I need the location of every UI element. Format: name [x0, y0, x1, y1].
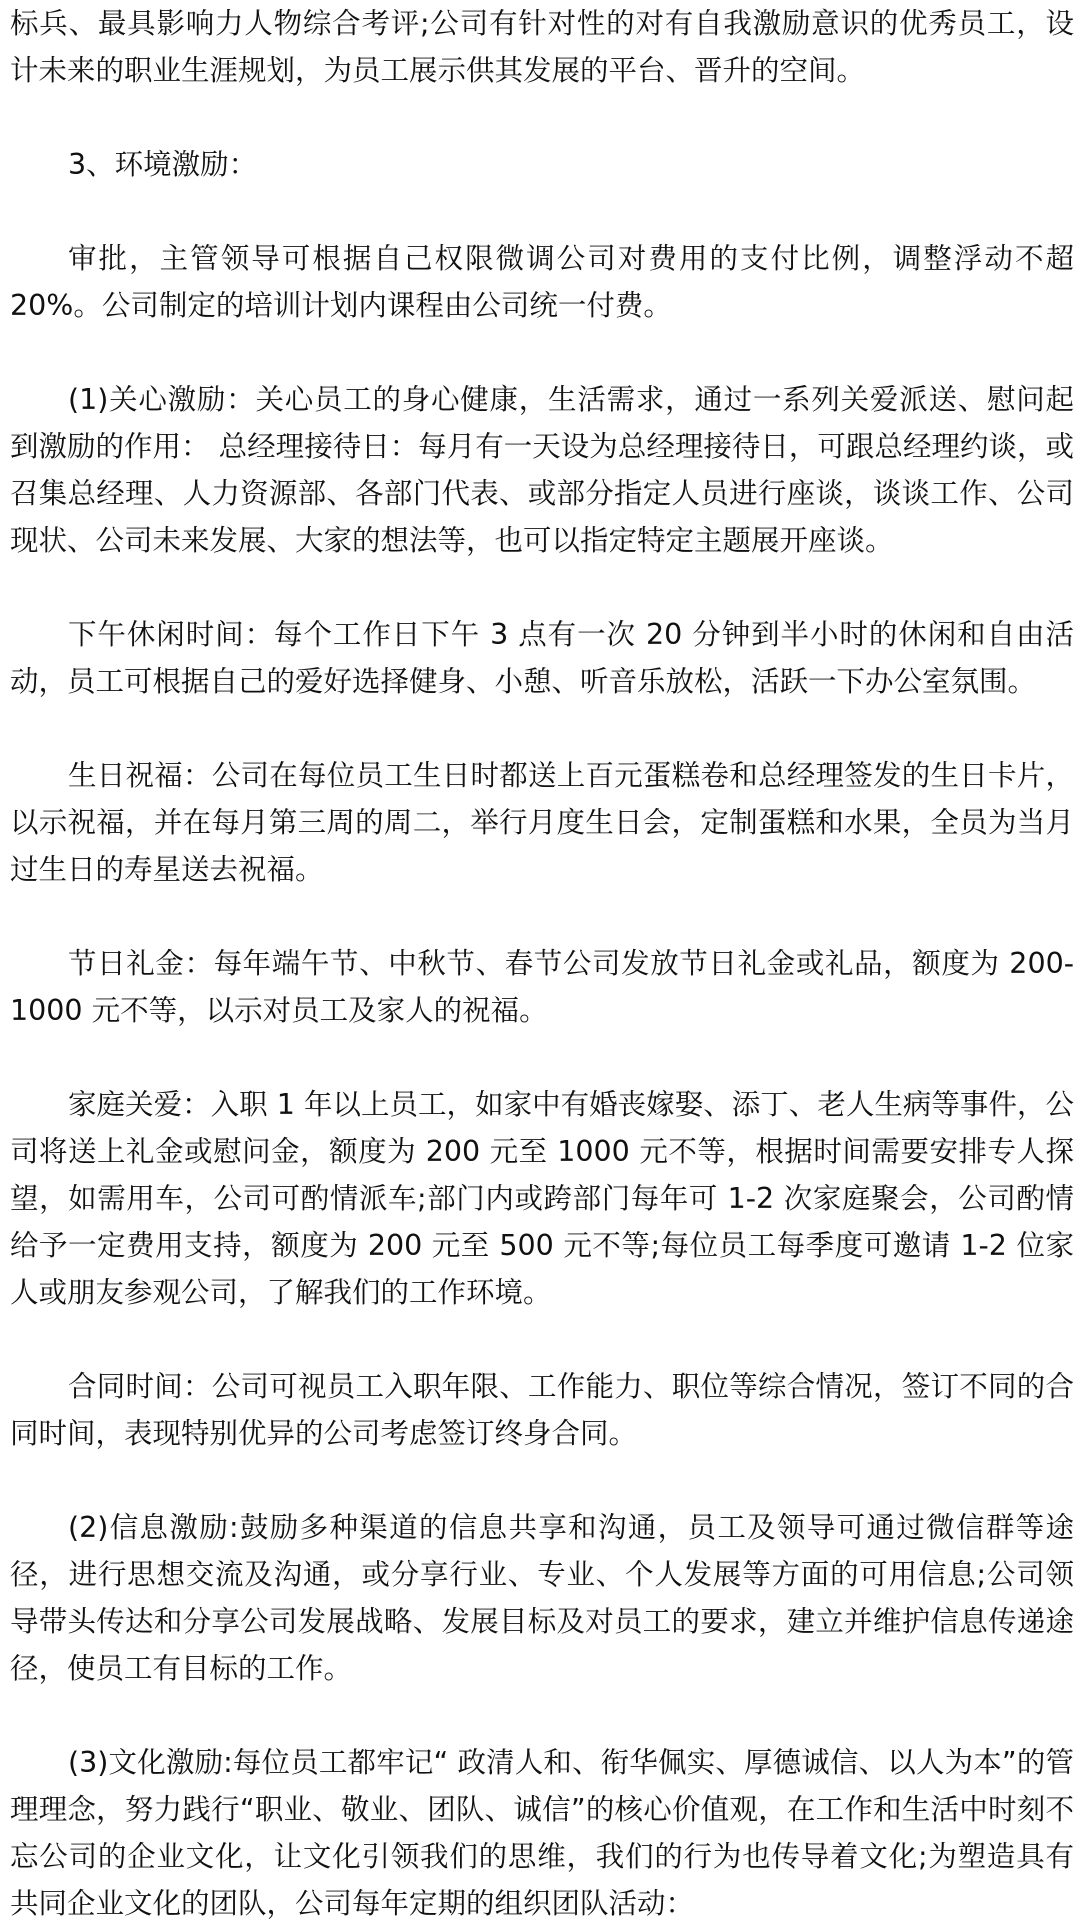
spacer: [10, 329, 1074, 376]
paragraph-afternoon-break: 下午休闲时间：每个工作日下午 3 点有一次 20 分钟到半小时的休闲和自由活动，员工可根据自己的爱好选择健身、小憩、听音乐放松，活跃一下办公室氛围。: [10, 618, 1074, 698]
section-heading-environment-incentive: 3、环境激励：: [68, 148, 258, 181]
paragraph-contract-time: 合同时间：公司可视员工入职年限、工作能力、职位等综合情况，签订不同的合同时间，表现特别优异的公司考虑签订终身合同。: [10, 1370, 1074, 1450]
spacer: [10, 1457, 1074, 1504]
spacer: [10, 893, 1074, 940]
spacer: [10, 94, 1074, 141]
paragraph-care-incentive: (1)关心激励：关心员工的身心健康，生活需求，通过一系列关爱派送、慰问起到激励的作用： 总经理接待日：每月有一天设为总经理接待日，可跟总经理约谈，或召集总经理、人力资源部、各部门代表、或部分指定人员进行座谈，谈谈工作、公司现状、公司未来发展、大家的想法等，也可以指定特定主题展开座谈。: [10, 383, 1074, 557]
spacer: [10, 564, 1074, 611]
spacer: [10, 705, 1074, 752]
paragraph-birthday-blessing: 生日祝福：公司在每位员工生日时都送上百元蛋糕卷和总经理签发的生日卡片，以示祝福，并在每月第三周的周二，举行月度生日会，定制蛋糕和水果，全员为当月过生日的寿星送去祝福。: [10, 759, 1074, 886]
paragraph-holiday-gift: 节日礼金：每年端午节、中秋节、春节公司发放节日礼金或礼品，额度为 200-1000 元不等，以示对员工及家人的祝福。: [10, 947, 1074, 1027]
paragraph-career-planning: 标兵、最具影响力人物综合考评;公司有针对性的对有自我激励意识的优秀员工，设计未来的职业生涯规划，为员工展示供其发展的平台、晋升的空间。: [10, 7, 1074, 87]
spacer: [10, 1316, 1074, 1363]
spacer: [10, 188, 1074, 235]
paragraph-culture-incentive: (3)文化激励:每位员工都牢记“ 政清人和、衔华佩实、厚德诚信、以人为本”的管理理念，努力践行“职业、敬业、团队、诚信”的核心价值观，在工作和生活中时刻不忘公司的企业文化，让文化引领我们的思维，我们的行为也传导着文化;为塑造具有共同企业文化的团队，公司每年定期的组织团队活动：: [10, 1746, 1074, 1920]
paragraph-approval: 审批，主管领导可根据自己权限微调公司对费用的支付比例，调整浮动不超20%。公司制定的培训计划内课程由公司统一付费。: [10, 242, 1074, 322]
paragraph-information-incentive: (2)信息激励:鼓励多种渠道的信息共享和沟通，员工及领导可通过微信群等途径，进行思想交流及沟通，或分享行业、专业、个人发展等方面的可用信息;公司领导带头传达和分享公司发展战略、发展目标及对员工的要求，建立并维护信息传递途径，使员工有目标的工作。: [10, 1511, 1074, 1685]
spacer: [10, 1692, 1074, 1739]
paragraph-family-care: 家庭关爱：入职 1 年以上员工，如家中有婚丧嫁娶、添丁、老人生病等事件，公司将送上礼金或慰问金，额度为 200 元至 1000 元不等，根据时间需要安排专人探望，如需用车，公司可酌情派车;部门内或跨部门每年可 1-2 次家庭聚会，公司酌情给予一定费用支持，额度为 200 元至 500 元不等;每位员工每季度可邀请 1-2 位家人或朋友参观公司，了解我们的工作环境。: [10, 1088, 1074, 1309]
spacer: [10, 1034, 1074, 1081]
